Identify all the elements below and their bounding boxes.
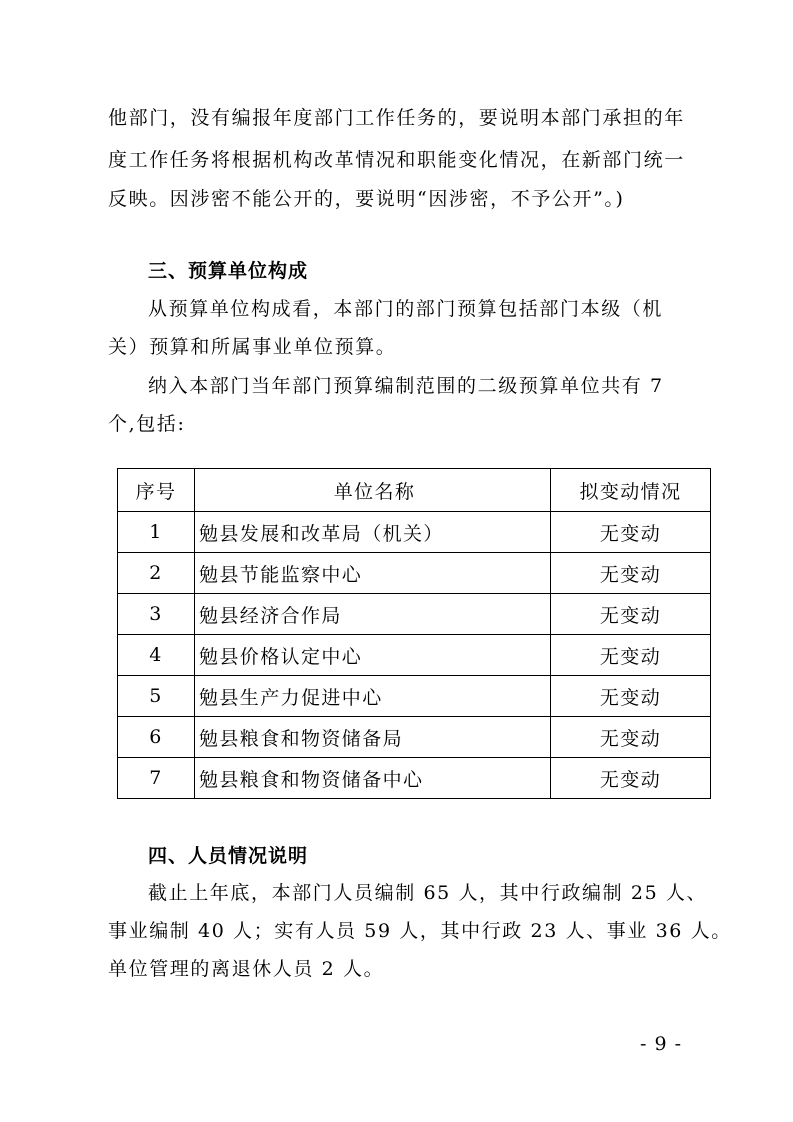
cell-no: 5 <box>118 676 195 717</box>
cell-status: 无变动 <box>551 635 711 676</box>
paragraph-line: 个,包括: <box>108 413 186 435</box>
cell-no: 7 <box>118 758 195 799</box>
cell-no: 4 <box>118 635 195 676</box>
cell-status: 无变动 <box>551 594 711 635</box>
cell-status: 无变动 <box>551 758 711 799</box>
paragraph-line: 度工作任务将根据机构改革情况和职能变化情况，在新部门统一 <box>108 149 685 171</box>
cell-status: 无变动 <box>551 717 711 758</box>
paragraph-line: 他部门，没有编报年度部门工作任务的，要说明本部门承担的年 <box>108 107 685 129</box>
paragraph-line: 事业编制 40 人；实有人员 59 人，其中行政 23 人、事业 36 人。 <box>108 920 732 942</box>
paragraph-line: 截止上年底，本部门人员编制 65 人，其中行政编制 25 人、 <box>148 882 708 904</box>
cell-status: 无变动 <box>551 676 711 717</box>
cell-status: 无变动 <box>551 512 711 553</box>
table-row <box>118 553 711 594</box>
table-row <box>118 717 711 758</box>
header-unit-name: 单位名称 <box>195 469 551 512</box>
cell-unit-name: 勉县节能监察中心 <box>195 553 551 594</box>
cell-unit-name: 勉县生产力促进中心 <box>195 676 551 717</box>
paragraph-line: 从预算单位构成看，本部门的部门预算包括部门本级（机 <box>148 298 664 320</box>
page-number: - 9 - <box>640 1033 683 1055</box>
table-row <box>118 676 711 717</box>
table-row <box>118 758 711 799</box>
cell-unit-name: 勉县价格认定中心 <box>195 635 551 676</box>
paragraph-line: 单位管理的离退休人员 2 人。 <box>108 958 385 980</box>
section-heading: 三、预算单位构成 <box>148 260 309 282</box>
cell-no: 3 <box>118 594 195 635</box>
table-row <box>118 512 711 553</box>
paragraph-line: 关）预算和所属事业单位预算。 <box>108 336 397 358</box>
cell-no: 1 <box>118 512 195 553</box>
header-no: 序号 <box>118 469 195 512</box>
paragraph-line: 纳入本部门当年部门预算编制范围的二级预算单位共有 7 <box>148 375 664 397</box>
cell-status: 无变动 <box>551 553 711 594</box>
table-row <box>118 635 711 676</box>
cell-unit-name: 勉县经济合作局 <box>195 594 551 635</box>
cell-unit-name: 勉县粮食和物资储备中心 <box>195 758 551 799</box>
cell-unit-name: 勉县发展和改革局（机关） <box>195 512 551 553</box>
cell-no: 2 <box>118 553 195 594</box>
paragraph-line: 反映。因涉密不能公开的，要说明“因涉密，不予公开”。) <box>108 188 625 210</box>
header-change-status: 拟变动情况 <box>551 469 711 512</box>
cell-unit-name: 勉县粮食和物资储备局 <box>195 717 551 758</box>
cell-no: 6 <box>118 717 195 758</box>
table-header-row <box>118 469 711 512</box>
section-heading: 四、人员情况说明 <box>148 845 309 867</box>
budget-units-table <box>117 468 711 799</box>
table-row <box>118 594 711 635</box>
